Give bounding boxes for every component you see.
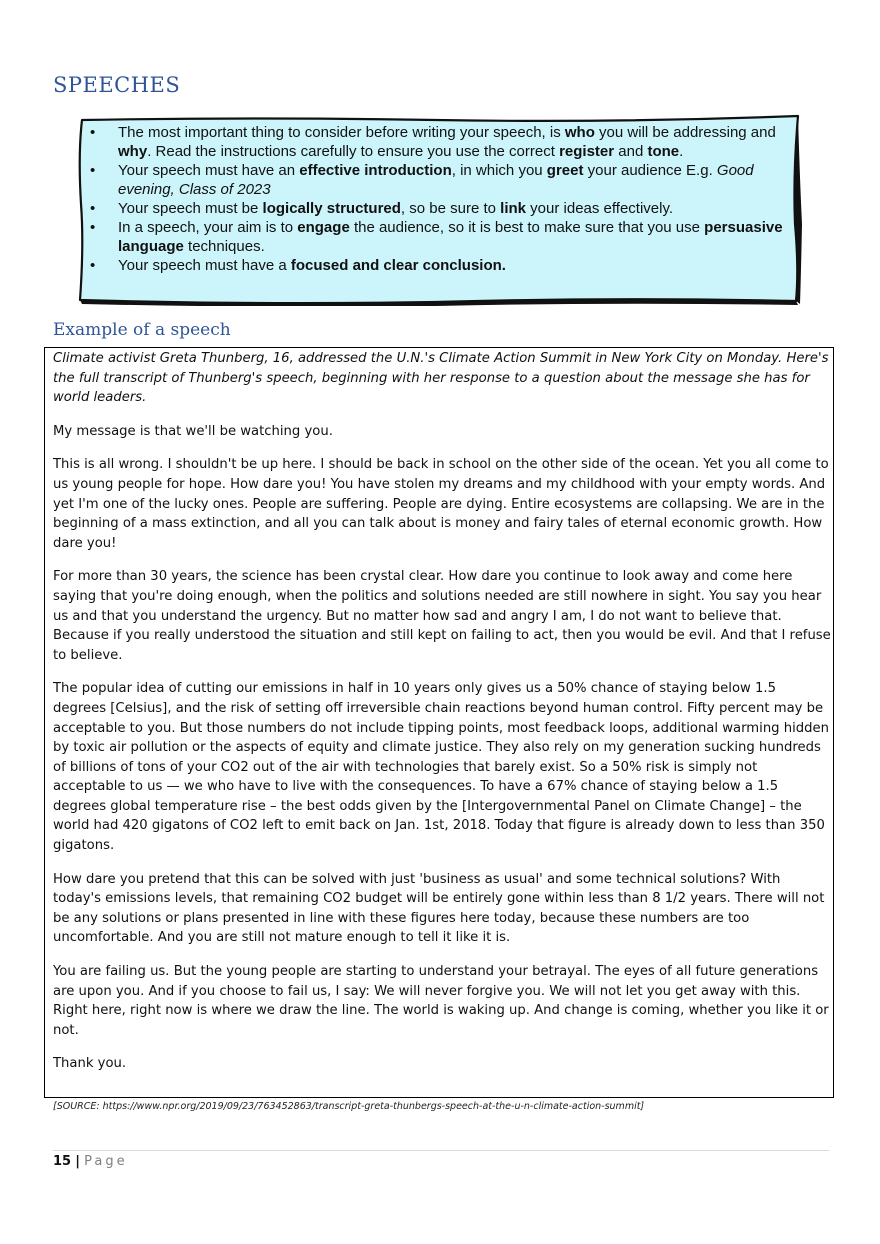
tip-emphasis: tone <box>647 143 680 160</box>
source-citation: [SOURCE: https://www.npr.org/2019/09/23/763452863/transcript-greta-thunbergs-speech-at-the-u-n-climate-action-summit] <box>53 1101 645 1112</box>
tip-text: , in which you <box>451 162 547 179</box>
speech-paragraph: The popular idea of cutting our emissions in half in 10 years only gives us a 50% chance of staying below 1.5 degrees [Celsius], and the risk of setting off irreversible chain reactions beyond human control. Fifty percent may be acceptable to you. But those numbers do not include tipping points, most feedback loops, additional warming hidden by toxic air pollution or the aspects of equity and climate justice. They also rely on my generation sucking hundreds of billions of tons of your CO2 out of the air with technologies that barely exist. So a 50% risk is simply not acceptable to us — we who have to live with the consequences. To have a 67% chance of staying below a 1.5 degrees global temperature rise – the best odds given by the [Intergovernmental Panel on Climate Change] – the world had 420 gigatons of CO2 left to emit back on Jan. 1st, 2018. Today that figure is already down to less than 350 gigatons. <box>53 681 829 854</box>
speech-paragraph: My message is that we'll be watching you. <box>53 423 333 439</box>
tip-text: , so be sure to <box>400 200 501 217</box>
tip-item <box>118 218 808 256</box>
tip-emphasis: engage <box>297 219 350 236</box>
speech-paragraph: For more than 30 years, the science has been crystal clear. How dare you continue to look away and come here saying that you're doing enough, when the politics and solutions needed are still nowhere in sight. You say you hear us and that you understand the urgency. But no matter how sad and angry I am, I do not want to believe that. Because if you really understood the situation and still kept on failing to act, then you would be evil. And that I refuse to believe. <box>53 569 831 663</box>
tip-text: the audience, so it is best to make sure that you use <box>349 219 705 236</box>
tip-emphasis: link <box>500 200 526 217</box>
footer-divider <box>53 1150 829 1151</box>
tip-text: . Read the instructions carefully to ensure you use the correct <box>147 143 560 160</box>
page-title: SPEECHES <box>53 73 181 97</box>
tip-text: and <box>614 143 648 160</box>
tip-text: In a speech, your aim is to <box>118 219 298 236</box>
tip-text: The most important thing to consider before writing your speech, is <box>118 124 565 141</box>
tip-emphasis: effective introduction <box>299 162 452 179</box>
tip-text: Your speech must be <box>118 200 263 217</box>
tip-emphasis: why <box>118 143 148 160</box>
speech-paragraph: This is all wrong. I shouldn't be up here. I should be back in school on the other side of the ocean. Yet you all come to us young people for hope. How dare you! You have stolen my dreams and my childhood with your empty words. And yet I'm one of the lucky ones. People are suffering. People are dying. Entire ecosystems are collapsing. We are in the beginning of a mass extinction, and all you can talk about is money and fairy tales of eternal economic growth. How dare you! <box>53 457 829 551</box>
page-footer <box>53 1154 128 1169</box>
speech-paragraph: You are failing us. But the young people are starting to understand your betrayal. The eyes of all future generations are upon you. And if you choose to fail us, I say: We will never forgive you. We will not let you get away with this. Right here, right now is where we draw the line. The world is waking up. And change is coming, whether you like it or not. <box>53 964 829 1038</box>
tip-text: your ideas effectively. <box>526 200 674 217</box>
example-heading: Example of a speech <box>53 320 231 340</box>
tip-item <box>118 256 808 275</box>
tip-item <box>118 161 808 199</box>
tip-emphasis: register <box>559 143 615 160</box>
speech-paragraph: How dare you pretend that this can be solved with just 'business as usual' and some technical solutions? With today's emissions levels, that remaining CO2 budget will be entirely gone within less than 8 1/2 years. There will not be any solutions or plans presented in line with these figures here today, because these numbers are too uncomfortable. And you are still not mature enough to tell it like it is. <box>53 871 825 946</box>
tip-emphasis: who <box>564 124 595 141</box>
speech-closing: Thank you. <box>53 1056 127 1072</box>
page-number: 15 <box>53 1154 72 1169</box>
tip-text: Your speech must have an <box>118 162 300 179</box>
tip-emphasis: logically structured <box>262 200 401 217</box>
tip-text: you will be addressing and <box>594 124 776 141</box>
tip-text: techniques. <box>183 238 265 255</box>
tip-text: your audience E.g. <box>583 162 717 179</box>
speech-intro: Climate activist Greta Thunberg, 16, addressed the U.N.'s Climate Action Summit in New York City on Monday. Here's the full transcript of Thunberg's speech, beginning with her response to a question about the message she has for world leaders. <box>53 351 829 406</box>
tip-example: Good evening, Class of 2023 <box>118 162 754 198</box>
tip-emphasis: greet <box>546 162 584 179</box>
tip-item <box>118 123 808 161</box>
tip-text: . <box>679 143 684 160</box>
tip-text: Your speech must have a <box>118 257 291 274</box>
tip-item <box>118 199 808 218</box>
page-label: Page <box>84 1154 128 1169</box>
tip-emphasis: focused and clear conclusion. <box>290 257 506 274</box>
footer-separator: | <box>75 1154 80 1169</box>
speech-transcript <box>53 349 831 1088</box>
tip-emphasis: persuasive language <box>118 219 783 255</box>
tips-list <box>90 123 808 275</box>
